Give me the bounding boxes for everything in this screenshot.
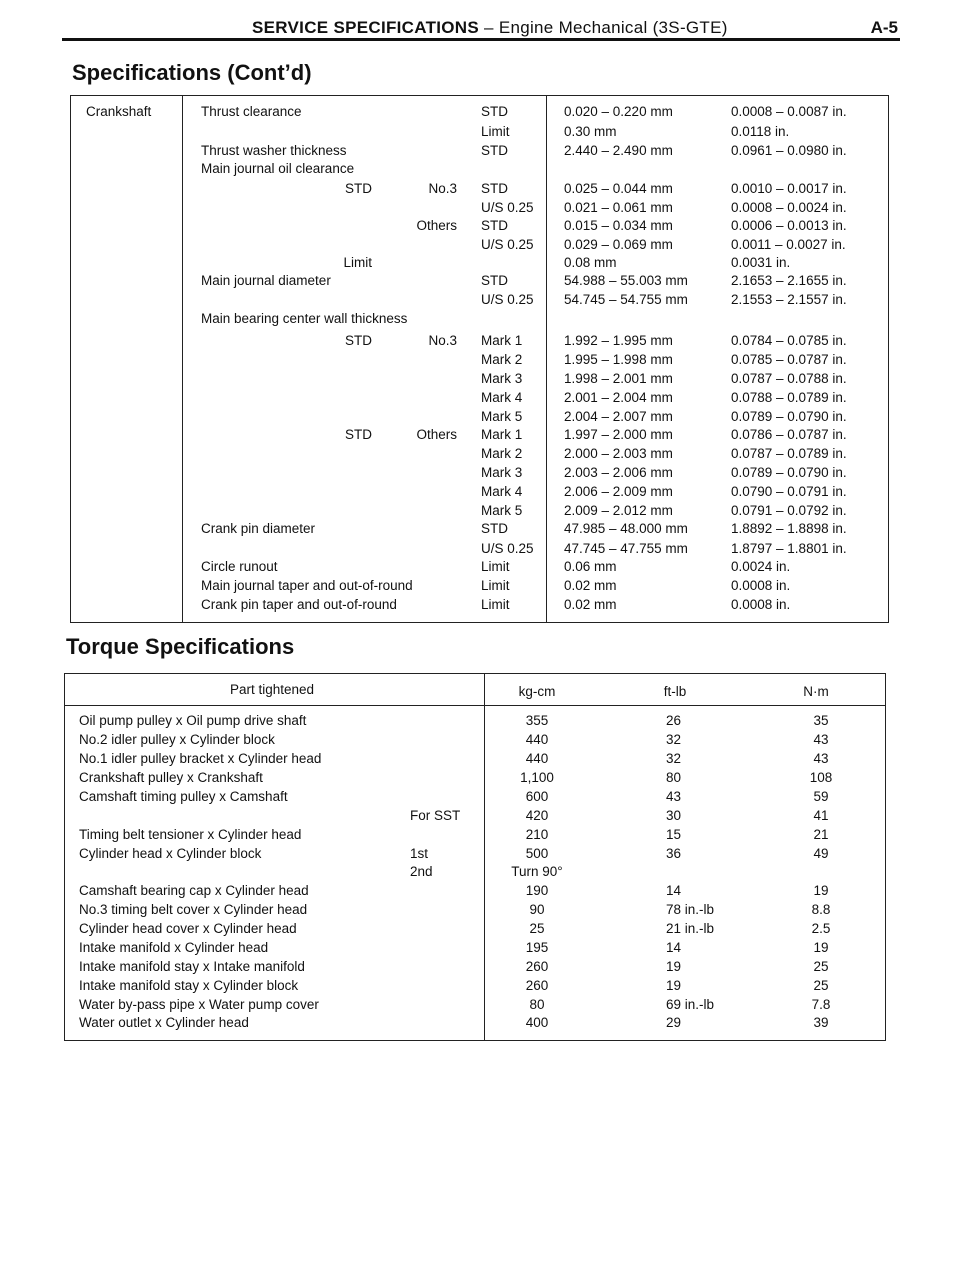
torque-kgcm: Turn 90° (511, 864, 563, 879)
spec-condition: STD (481, 104, 508, 119)
spec-item-label: Main journal oil clearance (201, 161, 355, 176)
spec-item-label: Main journal taper and out-of-round (201, 578, 413, 593)
torque-ftlb: 32 (666, 751, 682, 766)
spec-value-mm: 47.745 – 47.755 mm (564, 541, 688, 556)
spec-condition: STD (481, 143, 508, 158)
spec-value-inch: 0.0789 – 0.0790 in. (731, 465, 847, 480)
torque-part-label: Camshaft timing pulley x Camshaft (79, 789, 288, 804)
torque-part-label: Intake manifold stay x Cylinder block (79, 978, 299, 993)
spec-condition: STD (481, 521, 508, 536)
spec-component-label: Crankshaft (86, 104, 152, 119)
torque-ftlb: 36 (666, 846, 682, 861)
torque-nm: 25 (813, 978, 829, 993)
spec-value-inch: 0.0008 in. (731, 597, 791, 612)
torque-ftlb: 14 (666, 940, 682, 955)
torque-nm: 25 (813, 959, 829, 974)
torque-ftlb: 21 in.-lb (666, 921, 715, 936)
spec-divider-values (546, 95, 547, 622)
torque-ftlb: 80 (666, 770, 682, 785)
spec-value-inch: 0.0024 in. (731, 559, 791, 574)
spec-value-mm: 0.021 – 0.061 mm (564, 200, 673, 215)
spec-condition: U/S 0.25 (481, 292, 534, 307)
spec-condition: Mark 2 (481, 446, 523, 461)
torque-kgcm: 400 (525, 1015, 549, 1030)
spec-value-inch: 0.0788 – 0.0789 in. (731, 390, 847, 405)
torque-part-label: Crankshaft pulley x Crankshaft (79, 770, 263, 785)
torque-kgcm: 210 (525, 827, 549, 842)
torque-kgcm: 440 (525, 732, 549, 747)
spec-value-inch: 0.0961 – 0.0980 in. (731, 143, 847, 158)
torque-kgcm: 190 (525, 883, 549, 898)
torque-ftlb: 78 in.-lb (666, 902, 715, 917)
spec-condition: Mark 5 (481, 503, 523, 518)
page-header (62, 12, 898, 40)
spec-sub-label-2: No.3 (428, 333, 457, 348)
torque-ftlb: 69 in.-lb (666, 997, 715, 1012)
torque-kgcm: 420 (525, 808, 549, 823)
torque-part-label: Cylinder head x Cylinder block (79, 846, 262, 861)
torque-ftlb: 19 (666, 959, 682, 974)
torque-ftlb: 29 (666, 1015, 682, 1030)
torque-ftlb: 15 (666, 827, 682, 842)
spec-value-mm: 1.998 – 2.001 mm (564, 371, 673, 386)
spec-condition: Limit (481, 597, 510, 612)
spec-value-inch: 0.0784 – 0.0785 in. (731, 333, 847, 348)
spec-value-inch: 0.0790 – 0.0791 in. (731, 484, 847, 499)
torque-nm: 43 (813, 732, 829, 747)
torque-nm: 19 (813, 883, 829, 898)
spec-value-mm: 2.006 – 2.009 mm (564, 484, 673, 499)
spec-sub-label: STD (345, 333, 372, 348)
torque-part-label: No.3 timing belt cover x Cylinder head (79, 902, 308, 917)
spec-condition: Mark 3 (481, 465, 523, 480)
spec-item-label: Thrust washer thickness (201, 143, 347, 158)
spec-value-mm: 0.020 – 0.220 mm (564, 104, 673, 119)
spec-condition: Mark 1 (481, 333, 523, 348)
torque-kgcm: 1,100 (520, 770, 554, 785)
spec-value-mm: 0.30 mm (564, 124, 617, 139)
header-title-rest: – Engine Mechanical (3S-GTE) (479, 18, 728, 37)
spec-condition: STD (481, 218, 508, 233)
spec-item-label: Thrust clearance (201, 104, 302, 119)
spec-value-mm: 1.992 – 1.995 mm (564, 333, 673, 348)
header-rule (62, 38, 900, 41)
torque-part-label: Cylinder head cover x Cylinder head (79, 921, 297, 936)
spec-divider-component (182, 95, 183, 622)
header-title (252, 18, 728, 38)
torque-part-note: 1st (410, 846, 429, 861)
spec-condition: Limit (481, 578, 510, 593)
spec-value-mm: 2.000 – 2.003 mm (564, 446, 673, 461)
spec-condition: Limit (481, 124, 510, 139)
spec-sub-label-2: Others (416, 427, 457, 442)
spec-value-mm: 54.988 – 55.003 mm (564, 273, 688, 288)
torque-nm: 41 (813, 808, 829, 823)
spec-value-mm: 0.02 mm (564, 597, 617, 612)
spec-value-mm: 0.08 mm (564, 255, 617, 270)
spec-sub-label: Limit (343, 255, 372, 270)
spec-condition: Mark 2 (481, 352, 523, 367)
spec-condition: Mark 4 (481, 484, 523, 499)
spec-value-mm: 0.029 – 0.069 mm (564, 237, 673, 252)
spec-condition: STD (481, 273, 508, 288)
torque-part-label: No.1 idler pulley bracket x Cylinder head (79, 751, 322, 766)
torque-part-note: 2nd (410, 864, 433, 879)
spec-item-label: Circle runout (201, 559, 278, 574)
spec-value-inch: 0.0787 – 0.0788 in. (731, 371, 847, 386)
spec-value-inch: 0.0010 – 0.0017 in. (731, 181, 847, 196)
torque-nm: 39 (813, 1015, 829, 1030)
torque-ftlb: 14 (666, 883, 682, 898)
torque-part-note: For SST (410, 808, 461, 823)
torque-part-label: Timing belt tensioner x Cylinder head (79, 827, 302, 842)
torque-ftlb: 32 (666, 732, 682, 747)
torque-nm: 49 (813, 846, 829, 861)
header-title-bold: SERVICE SPECIFICATIONS (252, 18, 480, 37)
torque-kgcm: 600 (525, 789, 549, 804)
spec-sub-label-2: Others (416, 218, 457, 233)
torque-ftlb: 30 (666, 808, 682, 823)
spec-condition: Mark 3 (481, 371, 523, 386)
spec-value-mm: 0.06 mm (564, 559, 617, 574)
torque-kgcm: 440 (525, 751, 549, 766)
page-number: A-5 (870, 18, 898, 37)
spec-condition: Limit (481, 559, 510, 574)
torque-header-kgcm: kg-cm (518, 684, 556, 699)
spec-value-inch: 0.0789 – 0.0790 in. (731, 409, 847, 424)
spec-item-label: Main bearing center wall thickness (201, 311, 408, 326)
torque-ftlb: 19 (666, 978, 682, 993)
torque-kgcm: 80 (529, 997, 545, 1012)
torque-kgcm: 195 (525, 940, 549, 955)
spec-value-mm: 0.015 – 0.034 mm (564, 218, 673, 233)
torque-part-label: Water outlet x Cylinder head (79, 1015, 249, 1030)
torque-header-nm: N·m (803, 684, 829, 699)
spec-value-inch: 0.0786 – 0.0787 in. (731, 427, 847, 442)
spec-value-mm: 54.745 – 54.755 mm (564, 292, 688, 307)
spec-value-inch: 0.0031 in. (731, 255, 791, 270)
torque-part-label: Oil pump pulley x Oil pump drive shaft (79, 713, 307, 728)
spec-item-label: Crank pin taper and out-of-round (201, 597, 397, 612)
torque-nm: 21 (813, 827, 829, 842)
spec-value-mm: 2.009 – 2.012 mm (564, 503, 673, 518)
spec-value-inch: 2.1653 – 2.1655 in. (731, 273, 847, 288)
spec-value-mm: 2.003 – 2.006 mm (564, 465, 673, 480)
torque-kgcm: 90 (529, 902, 545, 917)
torque-part-label: Intake manifold x Cylinder head (79, 940, 269, 955)
spec-item-label: Crank pin diameter (201, 521, 316, 536)
spec-value-inch: 0.0011 – 0.0027 in. (731, 237, 846, 252)
spec-value-inch: 1.8797 – 1.8801 in. (731, 541, 847, 556)
torque-nm: 35 (813, 713, 829, 728)
torque-nm: 43 (813, 751, 829, 766)
torque-nm: 108 (809, 770, 833, 785)
torque-divider (484, 673, 485, 1040)
torque-kgcm: 260 (525, 959, 549, 974)
spec-condition: Mark 4 (481, 390, 523, 405)
spec-value-inch: 0.0791 – 0.0792 in. (731, 503, 847, 518)
spec-item-label: Main journal diameter (201, 273, 331, 288)
spec-sub-label: STD (345, 181, 372, 196)
torque-ftlb: 43 (666, 789, 682, 804)
spec-value-mm: 2.001 – 2.004 mm (564, 390, 673, 405)
spec-condition: U/S 0.25 (481, 541, 534, 556)
torque-nm: 2.5 (811, 921, 831, 936)
spec-condition: Mark 5 (481, 409, 523, 424)
spec-value-mm: 2.004 – 2.007 mm (564, 409, 673, 424)
spec-condition: U/S 0.25 (481, 200, 534, 215)
torque-header-ftlb: ft-lb (663, 684, 687, 699)
spec-value-mm: 2.440 – 2.490 mm (564, 143, 673, 158)
spec-value-inch: 1.8892 – 1.8898 in. (731, 521, 847, 536)
spec-value-mm: 0.025 – 0.044 mm (564, 181, 673, 196)
torque-nm: 59 (813, 789, 829, 804)
spec-value-inch: 0.0008 in. (731, 578, 791, 593)
spec-value-mm: 1.997 – 2.000 mm (564, 427, 673, 442)
torque-header-rule (64, 705, 885, 706)
torque-nm: 19 (813, 940, 829, 955)
spec-value-inch: 0.0118 in. (731, 124, 790, 139)
torque-section-title: Torque Specifications (66, 634, 295, 659)
spec-value-mm: 1.995 – 1.998 mm (564, 352, 673, 367)
torque-nm: 7.8 (811, 997, 831, 1012)
torque-kgcm: 500 (525, 846, 549, 861)
spec-value-inch: 0.0785 – 0.0787 in. (731, 352, 847, 367)
spec-section-title: Specifications (Cont’d) (72, 60, 312, 85)
spec-sub-label: STD (345, 427, 372, 442)
spec-condition: STD (481, 181, 508, 196)
spec-value-inch: 0.0008 – 0.0087 in. (731, 104, 847, 119)
torque-part-label: Camshaft bearing cap x Cylinder head (79, 883, 309, 898)
spec-condition: Mark 1 (481, 427, 523, 442)
torque-nm: 8.8 (811, 902, 831, 917)
spec-value-mm: 47.985 – 48.000 mm (564, 521, 688, 536)
torque-kgcm: 355 (525, 713, 549, 728)
spec-value-inch: 0.0008 – 0.0024 in. (731, 200, 847, 215)
spec-value-inch: 0.0787 – 0.0789 in. (731, 446, 847, 461)
torque-kgcm: 260 (525, 978, 549, 993)
spec-value-inch: 0.0006 – 0.0013 in. (731, 218, 847, 233)
spec-condition: U/S 0.25 (481, 237, 534, 252)
torque-part-label: Water by-pass pipe x Water pump cover (79, 997, 319, 1012)
spec-sub-label-2: No.3 (428, 181, 457, 196)
spec-value-inch: 2.1553 – 2.1557 in. (731, 292, 847, 307)
torque-ftlb: 26 (666, 713, 682, 728)
torque-part-label: Intake manifold stay x Intake manifold (79, 959, 305, 974)
torque-header-part: Part tightened (230, 682, 315, 697)
torque-kgcm: 25 (529, 921, 545, 936)
spec-value-mm: 0.02 mm (564, 578, 617, 593)
torque-part-label: No.2 idler pulley x Cylinder block (79, 732, 275, 747)
